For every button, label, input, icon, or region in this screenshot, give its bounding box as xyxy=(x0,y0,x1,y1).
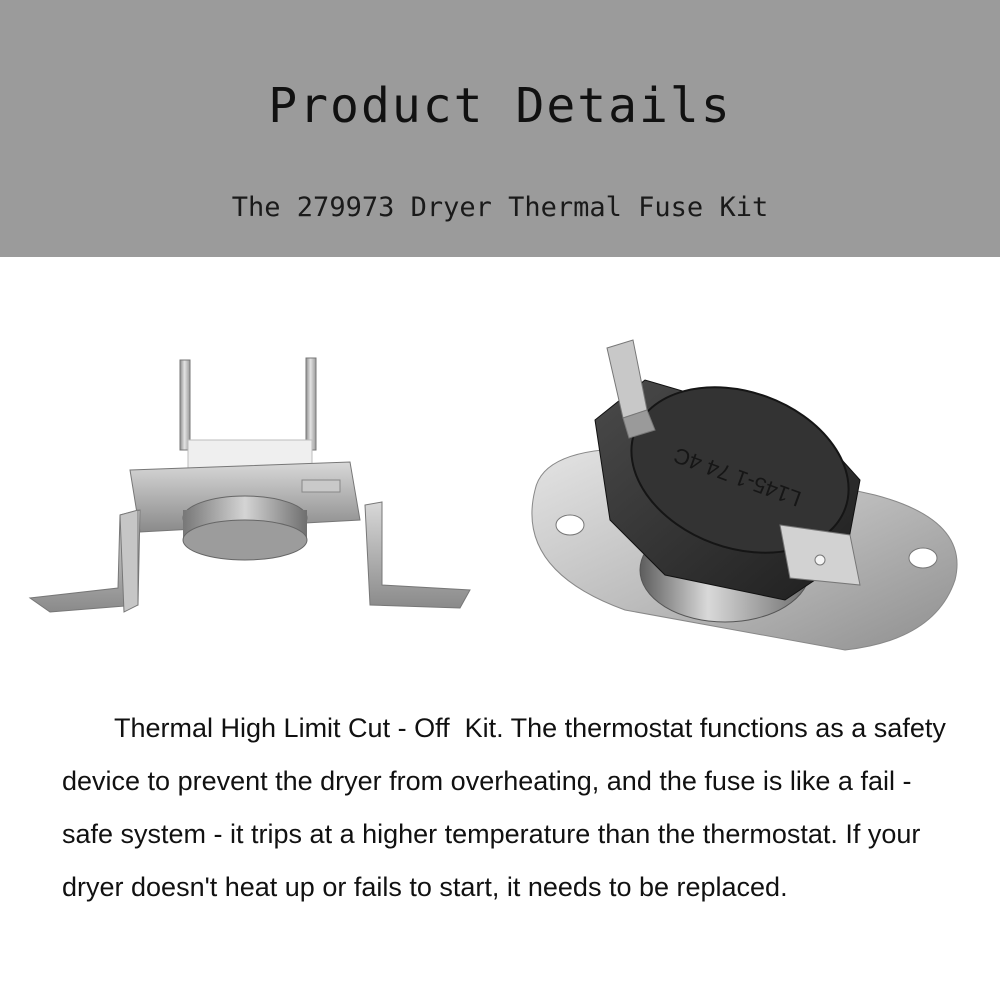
high-limit-thermostat-icon xyxy=(515,320,985,665)
product-description: Thermal High Limit Cut - Off Kit. The thermostat functions as a safety device to prevent the dryer from overheating, and the fuse is like a fail - safe system - it trips at a higher temperature than the thermostat. If your dryer doesn't heat up or fails to start, it needs to be replaced. xyxy=(62,713,954,902)
product-images xyxy=(0,300,1000,680)
header-banner xyxy=(0,0,1000,257)
page-subtitle: The 279973 Dryer Thermal Fuse Kit xyxy=(231,192,769,223)
page-title: Product Details xyxy=(268,78,732,134)
thermal-cutoff-bracket-icon xyxy=(20,350,490,650)
thermostat-marking: L145-1 74 4C xyxy=(670,442,805,512)
